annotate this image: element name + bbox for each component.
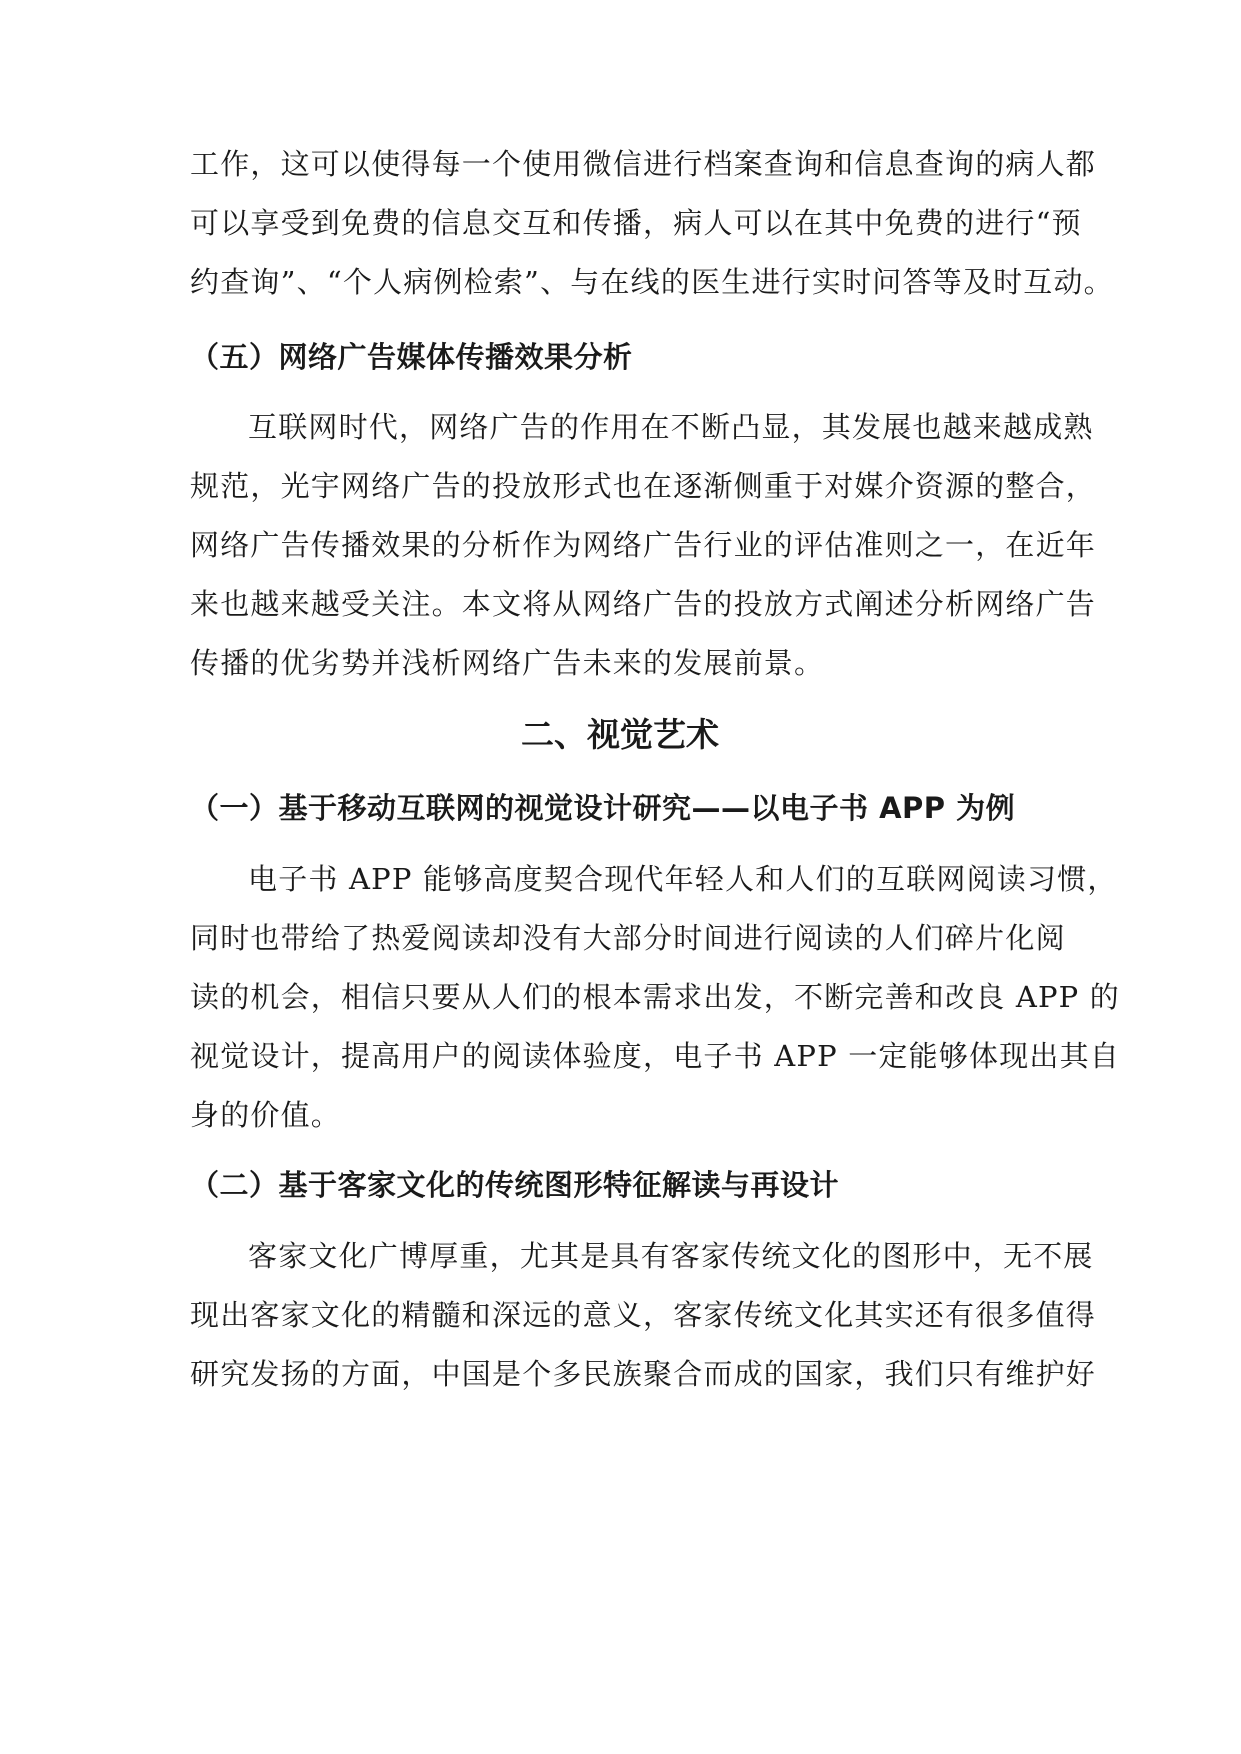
paragraph-line: 视觉设计，提高用户的阅读体验度，电子书 APP 一定能够体现出其自 xyxy=(190,1039,1121,1073)
paragraph-line: 传播的优劣势并浅析网络广告未来的发展前景。 xyxy=(190,646,825,680)
paragraph-line: 约查询”、“个人病例检索”、与在线的医生进行实时问答等及时互动。 xyxy=(190,265,1114,299)
section-heading: （五）网络广告媒体传播效果分析 xyxy=(190,340,633,374)
paragraph-line: 读的机会，相信只要从人们的根本需求出发，不断完善和改良 APP 的 xyxy=(190,980,1121,1014)
paragraph-line: 客家文化广博厚重，尤其是具有客家传统文化的图形中，无不展 xyxy=(248,1239,1094,1273)
paragraph-line: 工作，这可以使得每一个使用微信进行档案查询和信息查询的病人都 xyxy=(190,147,1097,181)
paragraph-line: 身的价值。 xyxy=(190,1098,342,1132)
paragraph-line: 网络广告传播效果的分析作为网络广告行业的评估准则之一，在近年 xyxy=(190,528,1097,562)
chapter-title: 二、视觉艺术 xyxy=(521,715,719,754)
paragraph-line: 现出客家文化的精髓和深远的意义，客家传统文化其实还有很多值得 xyxy=(190,1298,1097,1332)
paragraph-line: 可以享受到免费的信息交互和传播，病人可以在其中免费的进行“预 xyxy=(190,206,1082,240)
paragraph-line: 互联网时代，网络广告的作用在不断凸显，其发展也越来越成熟 xyxy=(248,410,1094,444)
section-heading: （二）基于客家文化的传统图形特征解读与再设计 xyxy=(190,1168,840,1202)
paragraph-line: 电子书 APP 能够高度契合现代年轻人和人们的互联网阅读习惯， xyxy=(248,862,1118,896)
document-page xyxy=(190,0,1121,1754)
section-heading: （一）基于移动互联网的视觉设计研究——以电子书 APP 为例 xyxy=(190,791,1016,825)
paragraph-line: 来也越来越受关注。本文将从网络广告的投放方式阐述分析网络广告 xyxy=(190,587,1097,621)
paragraph-line: 同时也带给了热爱阅读却没有大部分时间进行阅读的人们碎片化阅 xyxy=(190,921,1066,955)
paragraph-line: 研究发扬的方面，中国是个多民族聚合而成的国家，我们只有维护好 xyxy=(190,1357,1097,1391)
paragraph-line: 规范，光宇网络广告的投放形式也在逐渐侧重于对媒介资源的整合， xyxy=(190,469,1097,503)
